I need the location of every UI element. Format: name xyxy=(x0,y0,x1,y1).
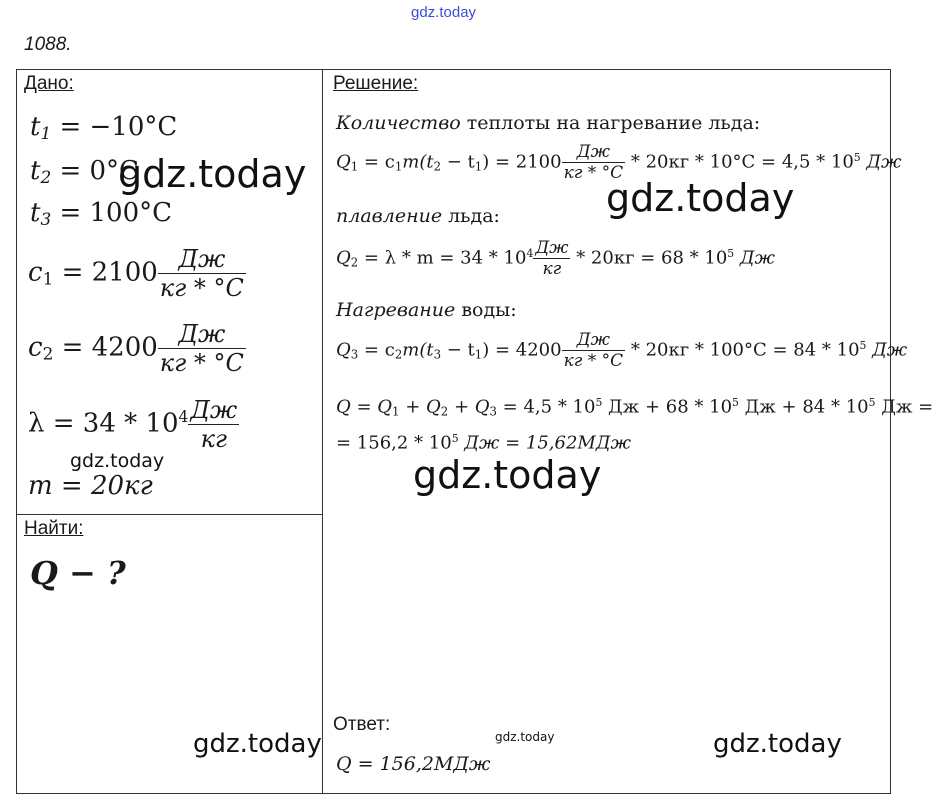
given-t2: $t_2 = 0^\circ C$ xyxy=(30,156,139,188)
problem-number: 1088. xyxy=(24,34,72,55)
watermark: gdz.today xyxy=(193,729,322,759)
watermark: gdz.today xyxy=(70,450,165,472)
solution-qsum2: = $156,2 * 10^5$ Дж = 15,62МДж xyxy=(336,432,631,454)
watermark: gdz.today xyxy=(495,730,555,744)
given-find-divider xyxy=(16,514,323,515)
table-top-border xyxy=(16,69,891,70)
solution-line1-label: Количество теплоты на нагревание льда: xyxy=(336,112,761,134)
find-header: Найти: xyxy=(24,518,84,539)
solution-header: Решение: xyxy=(333,73,419,94)
solution-qsum: $Q = Q_1 + Q_2 + Q_3 = 4,5 * 10^5$ Дж + $68 * 10^5$ Дж + $84 * 10^5$ Дж = xyxy=(336,396,933,419)
solution-line2-label: плавление льда: xyxy=(336,205,500,227)
given-header: Дано: xyxy=(24,73,74,94)
table-bottom-border xyxy=(16,793,891,794)
answer-header: Ответ: xyxy=(333,714,391,735)
find-value: Q − ? xyxy=(30,554,126,592)
table-left-border xyxy=(16,69,17,794)
given-c1: $c_1 = 2100$ $\frac{Дж}{кг * ^\circ C}$ xyxy=(28,245,244,302)
watermark: gdz.today xyxy=(606,176,795,220)
given-c2: $c_2 = 4200$ $\frac{Дж}{кг * ^\circ C}$ xyxy=(28,320,244,377)
watermark: gdz.today xyxy=(713,729,842,759)
solution-q1: $Q_1 = c_1m(t_2 - t_1) = 2100$ $\frac{Дж}{кг * ^\circ C}$ * $20кг * 10^\circ C = 4,5 * 10^5$ Дж xyxy=(336,142,902,183)
solution-q2: $Q_2 = \lambda * m = 34 * 10^4$ $\frac{Дж}{кг}$ * $20кг = 68 * 10^5$ Дж xyxy=(336,238,775,279)
answer-value: Q = 156,2МДж xyxy=(336,753,491,775)
given-lambda: $\lambda = 34 * 10^4$ $\frac{Дж}{кг}$ xyxy=(28,396,238,453)
given-t3: $t_3 = 100^\circ C$ xyxy=(30,198,173,230)
given-t1: $t_1 = -10^\circ C$ xyxy=(30,112,178,144)
given-m: m = 20кг xyxy=(28,471,153,501)
table-middle-divider xyxy=(322,69,323,794)
solution-line3-label: Нагревание воды: xyxy=(336,299,517,321)
watermark: gdz.today xyxy=(413,453,602,497)
site-label-top: gdz.today xyxy=(411,4,477,21)
watermark: gdz.today xyxy=(118,152,307,196)
solution-q3: $Q_3 = c_2m(t_3 - t_1) = 4200$ $\frac{Дж}{кг * ^\circ C}$ * $20кг * 100^\circ C = 84 * 10^5$ Дж xyxy=(336,330,908,371)
